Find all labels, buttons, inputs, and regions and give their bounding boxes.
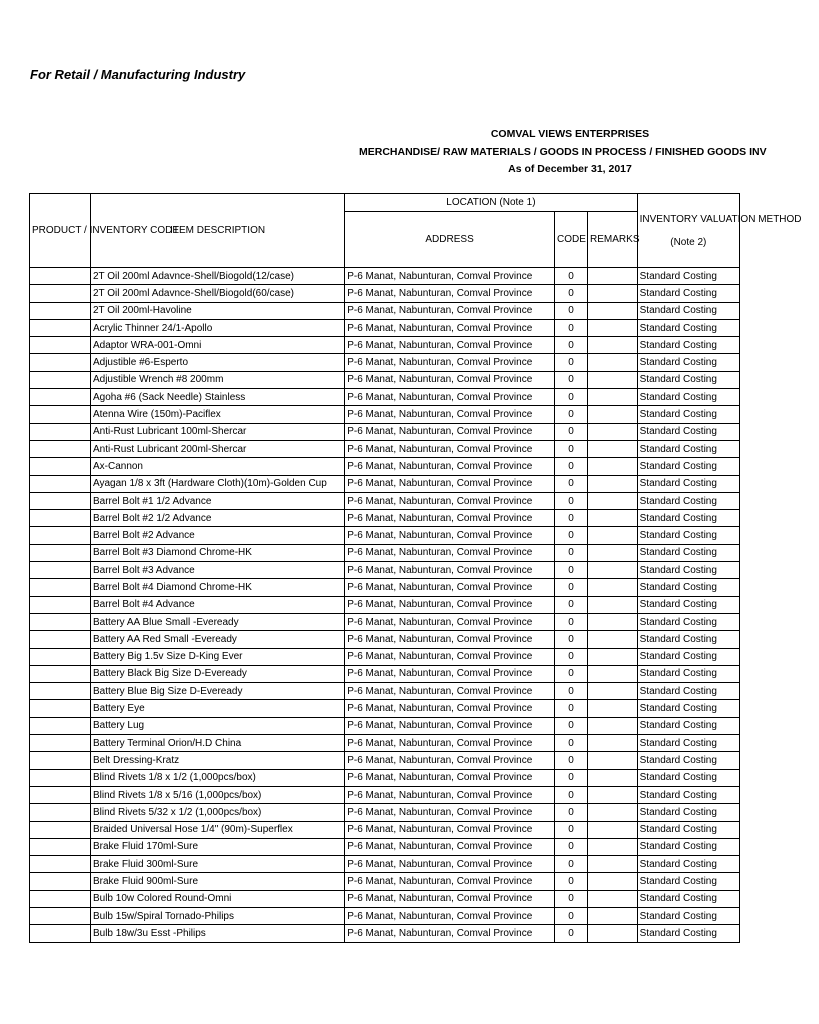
- cell-address: P-6 Manat, Nabunturan, Comval Province: [345, 596, 555, 613]
- table-row: [30, 406, 740, 423]
- cell-item-description: Belt Dressing-Kratz: [90, 752, 344, 769]
- cell-remarks: [588, 302, 638, 319]
- cell-product-code: [30, 579, 91, 596]
- cell-code: 0: [554, 769, 587, 786]
- cell-valuation-method: Standard Costing: [637, 838, 739, 855]
- cell-item-description: Brake Fluid 170ml-Sure: [90, 838, 344, 855]
- cell-code: 0: [554, 838, 587, 855]
- cell-address: P-6 Manat, Nabunturan, Comval Province: [345, 458, 555, 475]
- cell-address: P-6 Manat, Nabunturan, Comval Province: [345, 440, 555, 457]
- cell-address: P-6 Manat, Nabunturan, Comval Province: [345, 285, 555, 302]
- cell-address: P-6 Manat, Nabunturan, Comval Province: [345, 735, 555, 752]
- cell-remarks: [588, 579, 638, 596]
- cell-address: P-6 Manat, Nabunturan, Comval Province: [345, 302, 555, 319]
- cell-remarks: [588, 562, 638, 579]
- inventory-table: [29, 193, 802, 943]
- cell-address: P-6 Manat, Nabunturan, Comval Province: [345, 354, 555, 371]
- cell-remarks: [588, 596, 638, 613]
- cell-product-code: [30, 337, 91, 354]
- cell-remarks: [588, 492, 638, 509]
- table-row: [30, 544, 740, 561]
- cell-product-code: [30, 665, 91, 682]
- cell-code: 0: [554, 492, 587, 509]
- cell-code: 0: [554, 527, 587, 544]
- cell-remarks: [588, 440, 638, 457]
- cell-address: P-6 Manat, Nabunturan, Comval Province: [345, 475, 555, 492]
- header-remarks: REMARKS: [588, 212, 638, 268]
- table-row: [30, 423, 740, 440]
- cell-product-code: [30, 613, 91, 630]
- cell-item-description: Agoha #6 (Sack Needle) Stainless: [90, 389, 344, 406]
- cell-product-code: [30, 890, 91, 907]
- cell-remarks: [588, 717, 638, 734]
- cell-valuation-method: Standard Costing: [637, 285, 739, 302]
- cell-valuation-method: Standard Costing: [637, 389, 739, 406]
- cell-remarks: [588, 925, 638, 942]
- table-row: [30, 735, 740, 752]
- cell-item-description: Braided Universal Hose 1/4" (90m)-Superflex: [90, 821, 344, 838]
- table-row: [30, 925, 740, 942]
- cell-valuation-method: Standard Costing: [637, 423, 739, 440]
- table-row: [30, 285, 740, 302]
- report-title: MERCHANDISE/ RAW MATERIALS / GOODS IN PROCESS / FINISHED GOODS INV: [359, 146, 767, 158]
- cell-remarks: [588, 873, 638, 890]
- cell-valuation-method: Standard Costing: [637, 925, 739, 942]
- cell-valuation-method: Standard Costing: [637, 631, 739, 648]
- cell-item-description: Bulb 10w Colored Round-Omni: [90, 890, 344, 907]
- cell-product-code: [30, 492, 91, 509]
- cell-valuation-method: Standard Costing: [637, 527, 739, 544]
- cell-product-code: [30, 268, 91, 285]
- cell-remarks: [588, 527, 638, 544]
- cell-item-description: Barrel Bolt #3 Advance: [90, 562, 344, 579]
- table-row: [30, 786, 740, 803]
- cell-address: P-6 Manat, Nabunturan, Comval Province: [345, 631, 555, 648]
- table-row: [30, 319, 740, 336]
- cell-code: 0: [554, 821, 587, 838]
- cell-item-description: Bulb 15w/Spiral Tornado-Philips: [90, 907, 344, 924]
- cell-item-description: Anti-Rust Lubricant 200ml-Shercar: [90, 440, 344, 457]
- cell-item-description: Barrel Bolt #2 Advance: [90, 527, 344, 544]
- table-row: [30, 527, 740, 544]
- cell-valuation-method: Standard Costing: [637, 492, 739, 509]
- cell-remarks: [588, 406, 638, 423]
- cell-remarks: [588, 769, 638, 786]
- company-name: COMVAL VIEWS ENTERPRISES: [490, 128, 650, 140]
- cell-product-code: [30, 302, 91, 319]
- cell-item-description: Blind Rivets 1/8 x 1/2 (1,000pcs/box): [90, 769, 344, 786]
- table-row: [30, 562, 740, 579]
- cell-product-code: [30, 389, 91, 406]
- cell-product-code: [30, 717, 91, 734]
- cell-remarks: [588, 354, 638, 371]
- inventory-rows: [30, 268, 740, 943]
- cell-valuation-method: Standard Costing: [637, 735, 739, 752]
- table-row: [30, 821, 740, 838]
- header-valuation-method: [637, 194, 802, 268]
- cell-code: 0: [554, 631, 587, 648]
- cell-address: P-6 Manat, Nabunturan, Comval Province: [345, 319, 555, 336]
- table-row: [30, 856, 740, 873]
- table-row: [30, 665, 740, 682]
- table-row: [30, 613, 740, 630]
- cell-remarks: [588, 856, 638, 873]
- cell-product-code: [30, 527, 91, 544]
- cell-valuation-method: Standard Costing: [637, 769, 739, 786]
- cell-valuation-method: Standard Costing: [637, 406, 739, 423]
- table-row: [30, 458, 740, 475]
- cell-product-code: [30, 907, 91, 924]
- cell-address: P-6 Manat, Nabunturan, Comval Province: [345, 613, 555, 630]
- cell-code: 0: [554, 596, 587, 613]
- cell-code: 0: [554, 700, 587, 717]
- cell-item-description: Atenna Wire (150m)-Paciflex: [90, 406, 344, 423]
- cell-valuation-method: Standard Costing: [637, 613, 739, 630]
- table-row: [30, 302, 740, 319]
- cell-valuation-method: Standard Costing: [637, 302, 739, 319]
- cell-remarks: [588, 389, 638, 406]
- cell-remarks: [588, 890, 638, 907]
- cell-valuation-method: Standard Costing: [637, 890, 739, 907]
- table-row: [30, 804, 740, 821]
- table-row: [30, 873, 740, 890]
- cell-code: 0: [554, 804, 587, 821]
- table-row: [30, 631, 740, 648]
- cell-valuation-method: Standard Costing: [637, 907, 739, 924]
- cell-product-code: [30, 475, 91, 492]
- cell-item-description: Barrel Bolt #2 1/2 Advance: [90, 510, 344, 527]
- cell-item-description: Battery Eye: [90, 700, 344, 717]
- cell-product-code: [30, 804, 91, 821]
- cell-remarks: [588, 752, 638, 769]
- cell-code: 0: [554, 389, 587, 406]
- cell-product-code: [30, 406, 91, 423]
- cell-remarks: [588, 613, 638, 630]
- cell-valuation-method: Standard Costing: [637, 648, 739, 665]
- cell-address: P-6 Manat, Nabunturan, Comval Province: [345, 389, 555, 406]
- cell-code: 0: [554, 856, 587, 873]
- cell-item-description: Adjustible Wrench #8 200mm: [90, 371, 344, 388]
- header-product-code: PRODUCT / INVENTORY CODE: [30, 194, 91, 268]
- cell-remarks: [588, 458, 638, 475]
- cell-address: P-6 Manat, Nabunturan, Comval Province: [345, 804, 555, 821]
- table-row: [30, 268, 740, 285]
- cell-code: 0: [554, 302, 587, 319]
- cell-code: 0: [554, 648, 587, 665]
- cell-valuation-method: Standard Costing: [637, 562, 739, 579]
- cell-product-code: [30, 838, 91, 855]
- cell-product-code: [30, 769, 91, 786]
- cell-code: 0: [554, 423, 587, 440]
- cell-item-description: Battery Blue Big Size D-Eveready: [90, 683, 344, 700]
- header-address: ADDRESS: [345, 212, 555, 268]
- cell-code: 0: [554, 579, 587, 596]
- cell-item-description: Battery AA Red Small -Eveready: [90, 631, 344, 648]
- cell-item-description: Battery AA Blue Small -Eveready: [90, 613, 344, 630]
- cell-item-description: 2T Oil 200ml Adavnce-Shell/Biogold(12/case): [90, 268, 344, 285]
- cell-valuation-method: Standard Costing: [637, 786, 739, 803]
- table-row: [30, 475, 740, 492]
- cell-valuation-method: Standard Costing: [637, 475, 739, 492]
- document-subtitle: For Retail / Manufacturing Industry: [30, 67, 246, 82]
- table-row: [30, 492, 740, 509]
- cell-address: P-6 Manat, Nabunturan, Comval Province: [345, 371, 555, 388]
- cell-address: P-6 Manat, Nabunturan, Comval Province: [345, 717, 555, 734]
- cell-product-code: [30, 648, 91, 665]
- cell-remarks: [588, 786, 638, 803]
- cell-item-description: 2T Oil 200ml Adavnce-Shell/Biogold(60/case): [90, 285, 344, 302]
- cell-remarks: [588, 423, 638, 440]
- table-row: [30, 717, 740, 734]
- table-row: [30, 354, 740, 371]
- cell-address: P-6 Manat, Nabunturan, Comval Province: [345, 786, 555, 803]
- cell-code: 0: [554, 735, 587, 752]
- table-row: [30, 337, 740, 354]
- cell-valuation-method: Standard Costing: [637, 354, 739, 371]
- table-row: [30, 648, 740, 665]
- cell-valuation-method: Standard Costing: [637, 804, 739, 821]
- cell-code: 0: [554, 925, 587, 942]
- cell-remarks: [588, 475, 638, 492]
- cell-valuation-method: Standard Costing: [637, 821, 739, 838]
- cell-code: 0: [554, 285, 587, 302]
- cell-valuation-method: Standard Costing: [637, 579, 739, 596]
- cell-product-code: [30, 562, 91, 579]
- cell-item-description: 2T Oil 200ml-Havoline: [90, 302, 344, 319]
- cell-valuation-method: Standard Costing: [637, 337, 739, 354]
- cell-product-code: [30, 631, 91, 648]
- cell-code: 0: [554, 613, 587, 630]
- cell-product-code: [30, 925, 91, 942]
- cell-remarks: [588, 319, 638, 336]
- cell-valuation-method: Standard Costing: [637, 458, 739, 475]
- cell-product-code: [30, 873, 91, 890]
- cell-code: 0: [554, 268, 587, 285]
- cell-code: 0: [554, 752, 587, 769]
- cell-product-code: [30, 683, 91, 700]
- cell-item-description: Blind Rivets 5/32 x 1/2 (1,000pcs/box): [90, 804, 344, 821]
- cell-address: P-6 Manat, Nabunturan, Comval Province: [345, 527, 555, 544]
- header-item-description: ITEM DESCRIPTION: [90, 194, 344, 268]
- cell-product-code: [30, 423, 91, 440]
- cell-code: 0: [554, 458, 587, 475]
- cell-code: 0: [554, 717, 587, 734]
- cell-item-description: Battery Big 1.5v Size D-King Ever: [90, 648, 344, 665]
- cell-item-description: Battery Terminal Orion/H.D China: [90, 735, 344, 752]
- cell-address: P-6 Manat, Nabunturan, Comval Province: [345, 700, 555, 717]
- header-valuation-note: (Note 2): [670, 236, 707, 248]
- cell-product-code: [30, 285, 91, 302]
- cell-remarks: [588, 371, 638, 388]
- cell-product-code: [30, 371, 91, 388]
- cell-item-description: Acrylic Thinner 24/1-Apollo: [90, 319, 344, 336]
- header-location: LOCATION (Note 1): [345, 194, 637, 212]
- cell-valuation-method: Standard Costing: [637, 873, 739, 890]
- cell-remarks: [588, 510, 638, 527]
- cell-valuation-method: Standard Costing: [637, 440, 739, 457]
- cell-valuation-method: Standard Costing: [637, 856, 739, 873]
- cell-remarks: [588, 544, 638, 561]
- table-row: [30, 907, 740, 924]
- table-row: [30, 596, 740, 613]
- cell-item-description: Barrel Bolt #1 1/2 Advance: [90, 492, 344, 509]
- cell-valuation-method: Standard Costing: [637, 683, 739, 700]
- cell-item-description: Adaptor WRA-001-Omni: [90, 337, 344, 354]
- cell-product-code: [30, 544, 91, 561]
- cell-item-description: Anti-Rust Lubricant 100ml-Shercar: [90, 423, 344, 440]
- cell-valuation-method: Standard Costing: [637, 544, 739, 561]
- cell-valuation-method: Standard Costing: [637, 717, 739, 734]
- cell-item-description: Brake Fluid 300ml-Sure: [90, 856, 344, 873]
- cell-code: 0: [554, 907, 587, 924]
- cell-code: 0: [554, 475, 587, 492]
- cell-address: P-6 Manat, Nabunturan, Comval Province: [345, 579, 555, 596]
- cell-product-code: [30, 458, 91, 475]
- cell-address: P-6 Manat, Nabunturan, Comval Province: [345, 856, 555, 873]
- cell-address: P-6 Manat, Nabunturan, Comval Province: [345, 665, 555, 682]
- cell-valuation-method: Standard Costing: [637, 752, 739, 769]
- cell-address: P-6 Manat, Nabunturan, Comval Province: [345, 907, 555, 924]
- cell-code: 0: [554, 786, 587, 803]
- cell-address: P-6 Manat, Nabunturan, Comval Province: [345, 769, 555, 786]
- cell-code: 0: [554, 354, 587, 371]
- cell-remarks: [588, 268, 638, 285]
- cell-remarks: [588, 700, 638, 717]
- cell-code: 0: [554, 510, 587, 527]
- cell-address: P-6 Manat, Nabunturan, Comval Province: [345, 752, 555, 769]
- cell-code: 0: [554, 337, 587, 354]
- cell-product-code: [30, 856, 91, 873]
- table-row: [30, 440, 740, 457]
- table-row: [30, 752, 740, 769]
- cell-remarks: [588, 804, 638, 821]
- cell-code: 0: [554, 683, 587, 700]
- cell-remarks: [588, 907, 638, 924]
- cell-remarks: [588, 337, 638, 354]
- cell-address: P-6 Manat, Nabunturan, Comval Province: [345, 838, 555, 855]
- cell-address: P-6 Manat, Nabunturan, Comval Province: [345, 406, 555, 423]
- cell-item-description: Barrel Bolt #4 Advance: [90, 596, 344, 613]
- cell-code: 0: [554, 890, 587, 907]
- cell-item-description: Battery Lug: [90, 717, 344, 734]
- cell-item-description: Bulb 18w/3u Esst -Philips: [90, 925, 344, 942]
- table-row: [30, 700, 740, 717]
- cell-valuation-method: Standard Costing: [637, 268, 739, 285]
- cell-code: 0: [554, 544, 587, 561]
- cell-address: P-6 Manat, Nabunturan, Comval Province: [345, 510, 555, 527]
- cell-remarks: [588, 735, 638, 752]
- cell-address: P-6 Manat, Nabunturan, Comval Province: [345, 683, 555, 700]
- table-row: [30, 371, 740, 388]
- cell-product-code: [30, 596, 91, 613]
- cell-remarks: [588, 838, 638, 855]
- cell-code: 0: [554, 440, 587, 457]
- cell-item-description: Adjustible #6-Esperto: [90, 354, 344, 371]
- cell-item-description: Battery Black Big Size D-Eveready: [90, 665, 344, 682]
- cell-item-description: Brake Fluid 900ml-Sure: [90, 873, 344, 890]
- cell-code: 0: [554, 406, 587, 423]
- cell-remarks: [588, 683, 638, 700]
- cell-code: 0: [554, 371, 587, 388]
- cell-code: 0: [554, 562, 587, 579]
- cell-product-code: [30, 735, 91, 752]
- cell-address: P-6 Manat, Nabunturan, Comval Province: [345, 268, 555, 285]
- cell-address: P-6 Manat, Nabunturan, Comval Province: [345, 873, 555, 890]
- cell-item-description: Blind Rivets 1/8 x 5/16 (1,000pcs/box): [90, 786, 344, 803]
- cell-address: P-6 Manat, Nabunturan, Comval Province: [345, 925, 555, 942]
- cell-remarks: [588, 285, 638, 302]
- cell-item-description: Barrel Bolt #3 Diamond Chrome-HK: [90, 544, 344, 561]
- cell-address: P-6 Manat, Nabunturan, Comval Province: [345, 423, 555, 440]
- cell-address: P-6 Manat, Nabunturan, Comval Province: [345, 544, 555, 561]
- cell-product-code: [30, 440, 91, 457]
- cell-product-code: [30, 354, 91, 371]
- cell-product-code: [30, 752, 91, 769]
- cell-address: P-6 Manat, Nabunturan, Comval Province: [345, 337, 555, 354]
- report-date: As of December 31, 2017: [508, 163, 632, 175]
- cell-address: P-6 Manat, Nabunturan, Comval Province: [345, 648, 555, 665]
- cell-code: 0: [554, 873, 587, 890]
- cell-address: P-6 Manat, Nabunturan, Comval Province: [345, 890, 555, 907]
- cell-valuation-method: Standard Costing: [637, 665, 739, 682]
- cell-address: P-6 Manat, Nabunturan, Comval Province: [345, 492, 555, 509]
- cell-remarks: [588, 631, 638, 648]
- header-code: CODE: [554, 212, 587, 268]
- table-row: [30, 510, 740, 527]
- cell-product-code: [30, 700, 91, 717]
- table-row: [30, 579, 740, 596]
- cell-item-description: Ayagan 1/8 x 3ft (Hardware Cloth)(10m)-Golden Cup: [90, 475, 344, 492]
- cell-item-description: Barrel Bolt #4 Diamond Chrome-HK: [90, 579, 344, 596]
- table-row: [30, 389, 740, 406]
- cell-address: P-6 Manat, Nabunturan, Comval Province: [345, 821, 555, 838]
- table-row: [30, 683, 740, 700]
- cell-remarks: [588, 665, 638, 682]
- cell-valuation-method: Standard Costing: [637, 319, 739, 336]
- cell-product-code: [30, 319, 91, 336]
- table-row: [30, 890, 740, 907]
- cell-remarks: [588, 821, 638, 838]
- cell-item-description: Ax-Cannon: [90, 458, 344, 475]
- table-row: [30, 838, 740, 855]
- cell-product-code: [30, 510, 91, 527]
- cell-address: P-6 Manat, Nabunturan, Comval Province: [345, 562, 555, 579]
- cell-valuation-method: Standard Costing: [637, 371, 739, 388]
- cell-valuation-method: Standard Costing: [637, 596, 739, 613]
- header-valuation-method-label: INVENTORY VALUATION METHOD: [639, 213, 802, 225]
- table-row: [30, 769, 740, 786]
- cell-valuation-method: Standard Costing: [637, 700, 739, 717]
- cell-product-code: [30, 786, 91, 803]
- cell-code: 0: [554, 665, 587, 682]
- cell-remarks: [588, 648, 638, 665]
- cell-valuation-method: Standard Costing: [637, 510, 739, 527]
- cell-product-code: [30, 821, 91, 838]
- cell-code: 0: [554, 319, 587, 336]
